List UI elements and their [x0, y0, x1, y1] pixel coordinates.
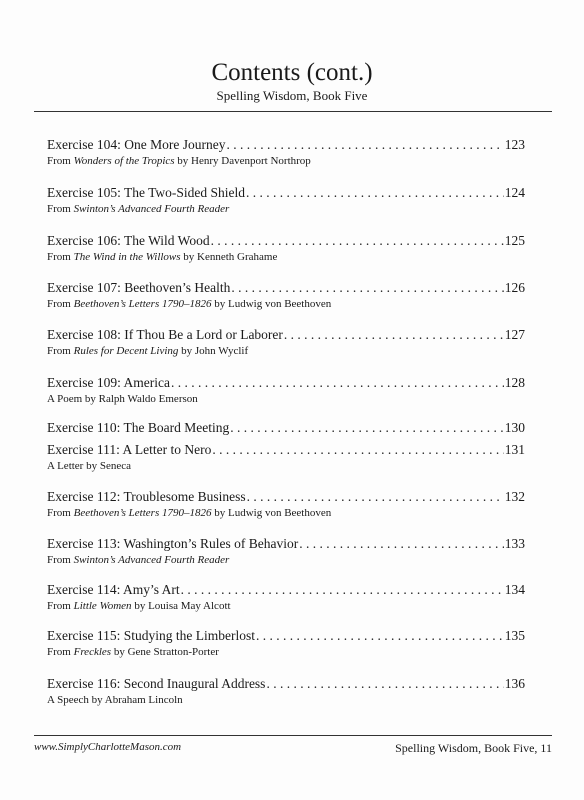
toc-entry	[47, 327, 525, 358]
dot-leader	[230, 420, 504, 436]
dot-leader	[299, 536, 504, 552]
source-work-title: The Wind in the Willows	[73, 251, 181, 263]
toc-entry-page-number: 131	[504, 442, 525, 457]
source-author: by John Wyclif	[178, 345, 249, 357]
toc-entry-source	[47, 506, 525, 520]
toc-entry	[47, 280, 525, 311]
source-work-title: Little Women	[73, 600, 132, 612]
toc-entry-line	[47, 536, 525, 552]
source-prefix: A Poem by Ralph Waldo Emerson	[47, 393, 198, 405]
toc-entry-line	[47, 137, 525, 153]
toc-entry-line	[47, 233, 525, 249]
toc-entry-line	[47, 582, 525, 598]
toc-entry-line	[47, 327, 525, 343]
toc-entry-page-number: 135	[504, 628, 525, 643]
source-author: by Kenneth Grahame	[180, 251, 278, 263]
dot-leader	[246, 185, 504, 201]
source-work-title: Swinton’s Advanced Fourth Reader	[73, 203, 230, 215]
toc-entry-page-number: 130	[504, 420, 525, 435]
dot-leader	[231, 280, 503, 296]
toc-entry-page-number: 126	[504, 280, 525, 295]
source-prefix: From	[47, 646, 74, 658]
dot-leader	[226, 137, 503, 153]
dot-leader	[247, 489, 504, 505]
dot-leader	[256, 628, 504, 644]
source-prefix: From	[47, 554, 74, 566]
toc-entry-title: Exercise 116: Second Inaugural Address	[47, 676, 266, 691]
source-prefix: From	[47, 298, 74, 310]
source-author: by Ludwig von Beethoven	[211, 507, 332, 519]
top-divider	[34, 111, 552, 112]
toc-entry	[47, 676, 525, 707]
dot-leader	[266, 676, 503, 692]
toc-entry-title: Exercise 112: Troublesome Business	[47, 489, 246, 504]
toc-entry-title: Exercise 109: America	[47, 375, 170, 390]
source-prefix: From	[47, 203, 74, 215]
footer-website[interactable]: www.SimplyCharlotteMason.com	[34, 741, 182, 753]
source-work-title: Freckles	[73, 646, 112, 658]
toc-entry	[47, 489, 525, 520]
source-work-title: Rules for Decent Living	[73, 345, 179, 357]
toc-entry-title: Exercise 105: The Two-Sided Shield	[47, 185, 246, 200]
toc-entry-line	[47, 489, 525, 505]
source-prefix: From	[47, 507, 74, 519]
toc-entry	[47, 233, 525, 264]
toc-entry	[47, 582, 525, 613]
toc-entry-source	[47, 693, 525, 707]
toc-entry-page-number: 127	[504, 327, 525, 342]
source-author: by Gene Stratton-Porter	[111, 646, 219, 658]
source-prefix: From	[47, 251, 74, 263]
toc-entry-line	[47, 375, 525, 391]
toc-entry-page-number: 128	[504, 375, 525, 390]
bottom-divider	[34, 735, 552, 736]
page-subtitle: Spelling Wisdom, Book Five	[216, 88, 368, 103]
toc-entry	[47, 185, 525, 216]
toc-entry-title: Exercise 111: A Letter to Nero	[47, 442, 212, 457]
toc-entry-title: Exercise 107: Beethoven’s Health	[47, 280, 231, 295]
toc-entry-title: Exercise 115: Studying the Limberlost	[47, 628, 255, 643]
source-prefix: A Letter by Seneca	[47, 460, 131, 472]
source-work-title: Beethoven’s Letters 1790–1826	[73, 298, 212, 310]
toc-entry	[47, 442, 525, 473]
toc-entry	[47, 375, 525, 406]
toc-entry	[47, 137, 525, 168]
source-prefix: From	[47, 600, 74, 612]
toc-entry-line	[47, 628, 525, 644]
toc-entry-source	[47, 553, 525, 567]
toc-entry-line	[47, 280, 525, 296]
source-author: by Louisa May Alcott	[131, 600, 231, 612]
source-author: by Ludwig von Beethoven	[211, 298, 332, 310]
footer-page-label: Spelling Wisdom, Book Five, 11	[395, 741, 552, 755]
toc-entry-page-number: 136	[504, 676, 525, 691]
source-author: by Henry Davenport Northrop	[174, 155, 311, 167]
dot-leader	[212, 442, 503, 458]
toc-entry-page-number: 125	[504, 233, 525, 248]
toc-entry	[47, 628, 525, 659]
toc-entry-title: Exercise 114: Amy’s Art	[47, 582, 180, 597]
toc-entry-line	[47, 420, 525, 436]
toc-entry-title: Exercise 110: The Board Meeting	[47, 420, 230, 435]
source-prefix: From	[47, 345, 74, 357]
dot-leader	[211, 233, 504, 249]
toc-entry-source	[47, 154, 525, 168]
source-prefix: From	[47, 155, 74, 167]
source-work-title: Swinton’s Advanced Fourth Reader	[73, 554, 230, 566]
dot-leader	[181, 582, 504, 598]
source-work-title: Wonders of the Tropics	[73, 155, 175, 167]
dot-leader	[171, 375, 504, 391]
toc-entry-source	[47, 344, 525, 358]
toc-entry-source	[47, 202, 525, 216]
toc-entry-page-number: 134	[504, 582, 525, 597]
dot-leader	[284, 327, 504, 343]
toc-entry-page-number: 133	[504, 536, 525, 551]
toc-entry-line	[47, 676, 525, 692]
page-title: Contents (cont.)	[211, 59, 373, 86]
toc-entry-source	[47, 645, 525, 659]
toc-entry-page-number: 123	[504, 137, 525, 152]
toc-entry-line	[47, 442, 525, 458]
toc-entry-line	[47, 185, 525, 201]
toc-entry-title: Exercise 104: One More Journey	[47, 137, 226, 152]
toc-entry-title: Exercise 106: The Wild Wood	[47, 233, 210, 248]
toc-entry-page-number: 124	[504, 185, 525, 200]
toc-entry-title: Exercise 113: Washington’s Rules of Behavior	[47, 536, 299, 551]
toc-entry	[47, 536, 525, 567]
toc-entry-source	[47, 250, 525, 264]
toc-entry-source	[47, 297, 525, 311]
toc-entry-title: Exercise 108: If Thou Be a Lord or Laborer	[47, 327, 283, 342]
toc-entry-source	[47, 459, 525, 473]
source-work-title: Beethoven’s Letters 1790–1826	[73, 507, 212, 519]
toc-entry-source	[47, 392, 525, 406]
source-prefix: A Speech by Abraham Lincoln	[47, 694, 183, 706]
toc-entry	[47, 420, 525, 436]
toc-entry-page-number: 132	[504, 489, 525, 504]
toc-entry-source	[47, 599, 525, 613]
